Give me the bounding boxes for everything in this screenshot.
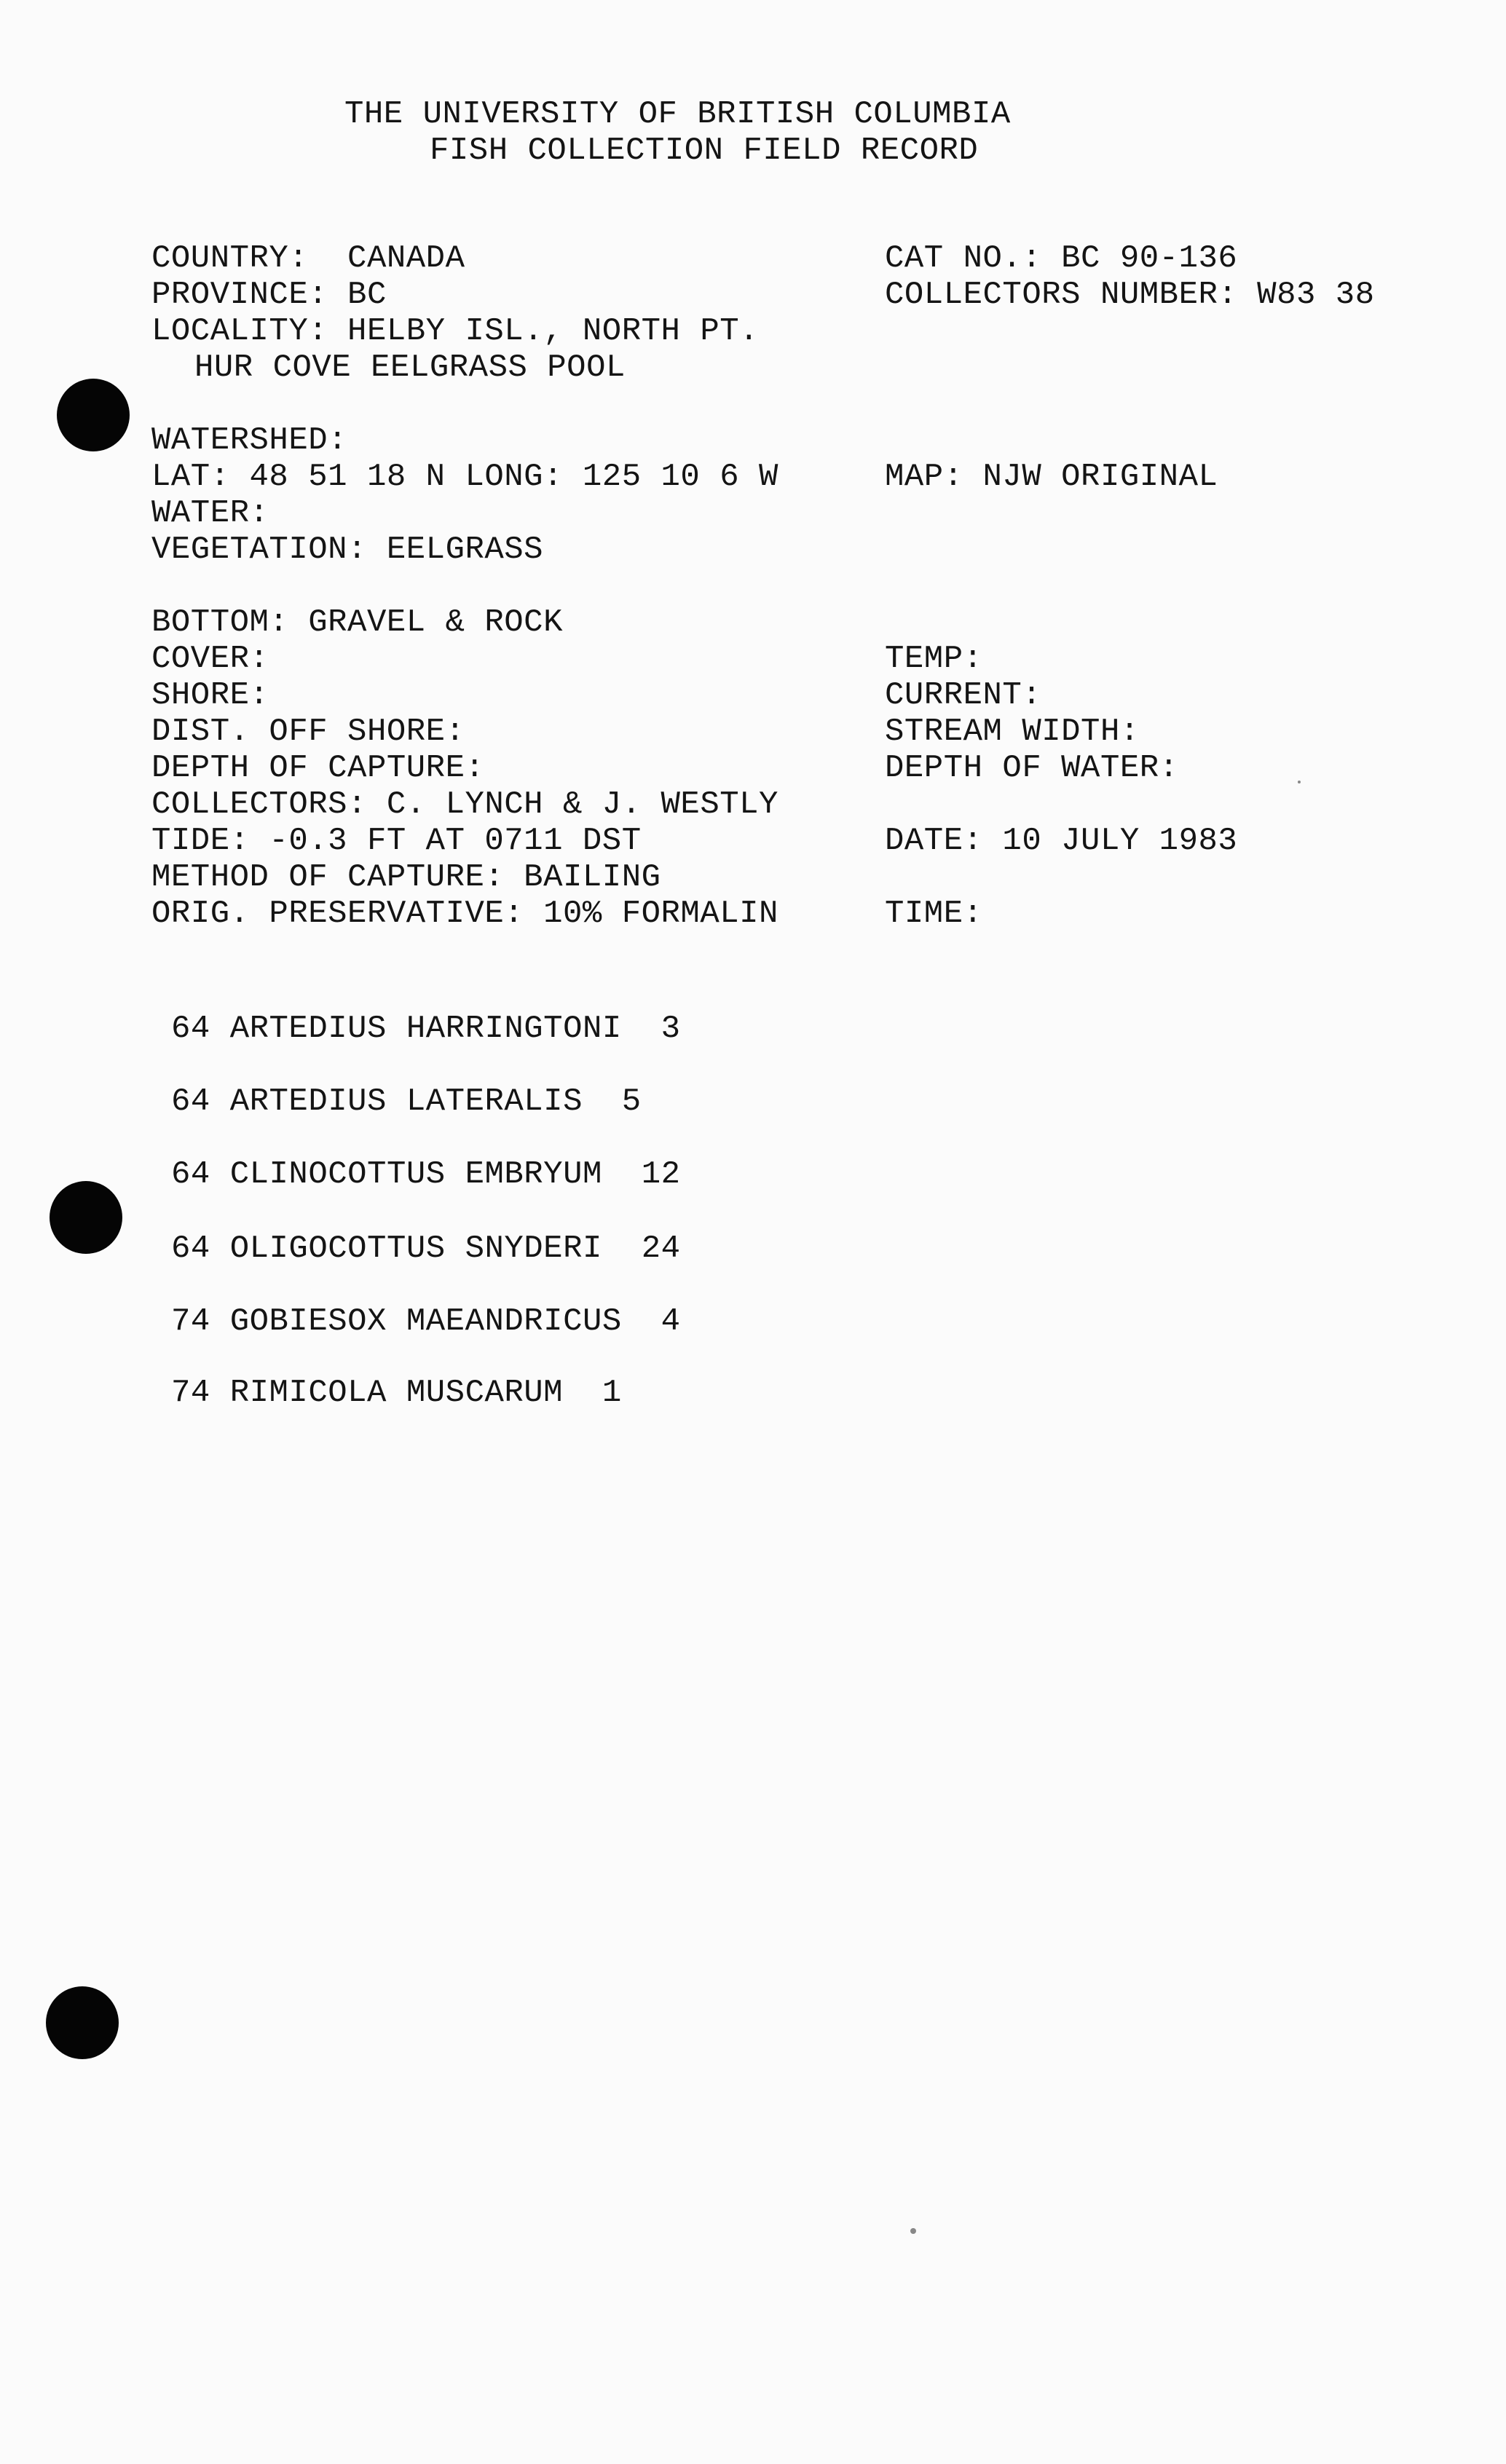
- punch-hole: [57, 379, 130, 451]
- depth-of-capture-field: DEPTH OF CAPTURE:: [151, 750, 485, 786]
- shore-field: SHORE:: [151, 677, 269, 714]
- preservative-field: ORIG. PRESERVATIVE: 10% FORMALIN: [151, 896, 778, 932]
- species-entry: 64 ARTEDIUS HARRINGTONI 3: [171, 1011, 681, 1047]
- current-field: CURRENT:: [885, 677, 1042, 714]
- temp-field: TEMP:: [885, 641, 983, 677]
- species-entry: 74 RIMICOLA MUSCARUM 1: [171, 1375, 622, 1411]
- province-field: PROVINCE: BC: [151, 277, 387, 313]
- species-entry: 74 GOBIESOX MAEANDRICUS 4: [171, 1303, 681, 1340]
- cover-field: COVER:: [151, 641, 269, 677]
- institution-title: THE UNIVERSITY OF BRITISH COLUMBIA: [344, 96, 1011, 133]
- country-field: COUNTRY: CANADA: [151, 240, 465, 277]
- cat-no-field: CAT NO.: BC 90-136: [885, 240, 1238, 277]
- bottom-field: BOTTOM: GRAVEL & ROCK: [151, 604, 563, 641]
- species-entry: 64 CLINOCOTTUS EMBRYUM 12: [171, 1156, 681, 1193]
- stream-width-field: STREAM WIDTH:: [885, 714, 1140, 750]
- watershed-field: WATERSHED:: [151, 422, 348, 459]
- punch-hole: [50, 1181, 122, 1254]
- dist-off-shore-field: DIST. OFF SHORE:: [151, 714, 465, 750]
- collectors-field: COLLECTORS: C. LYNCH & J. WESTLY: [151, 786, 778, 823]
- species-entry: 64 OLIGOCOTTUS SNYDERI 24: [171, 1231, 681, 1267]
- map-field: MAP: NJW ORIGINAL: [885, 459, 1218, 495]
- depth-of-water-field: DEPTH OF WATER:: [885, 750, 1179, 786]
- water-field: WATER:: [151, 495, 269, 532]
- species-entry: 64 ARTEDIUS LATERALIS 5: [171, 1083, 642, 1120]
- punch-hole: [46, 1986, 119, 2059]
- time-field: TIME:: [885, 896, 983, 932]
- method-field: METHOD OF CAPTURE: BAILING: [151, 859, 661, 896]
- tide-field: TIDE: -0.3 FT AT 0711 DST: [151, 823, 642, 859]
- collectors-number-field: COLLECTORS NUMBER: W83 38: [885, 277, 1375, 313]
- date-field: DATE: 10 JULY 1983: [885, 823, 1238, 859]
- vegetation-field: VEGETATION: EELGRASS: [151, 532, 544, 568]
- scan-speck: [910, 2228, 916, 2234]
- locality-field: LOCALITY: HELBY ISL., NORTH PT.: [151, 313, 760, 350]
- lat-long-field: LAT: 48 51 18 N LONG: 125 10 6 W: [151, 459, 778, 495]
- record-type-title: FISH COLLECTION FIELD RECORD: [430, 133, 979, 169]
- locality-continued: HUR COVE EELGRASS POOL: [194, 350, 626, 386]
- scan-speck: [1298, 781, 1301, 783]
